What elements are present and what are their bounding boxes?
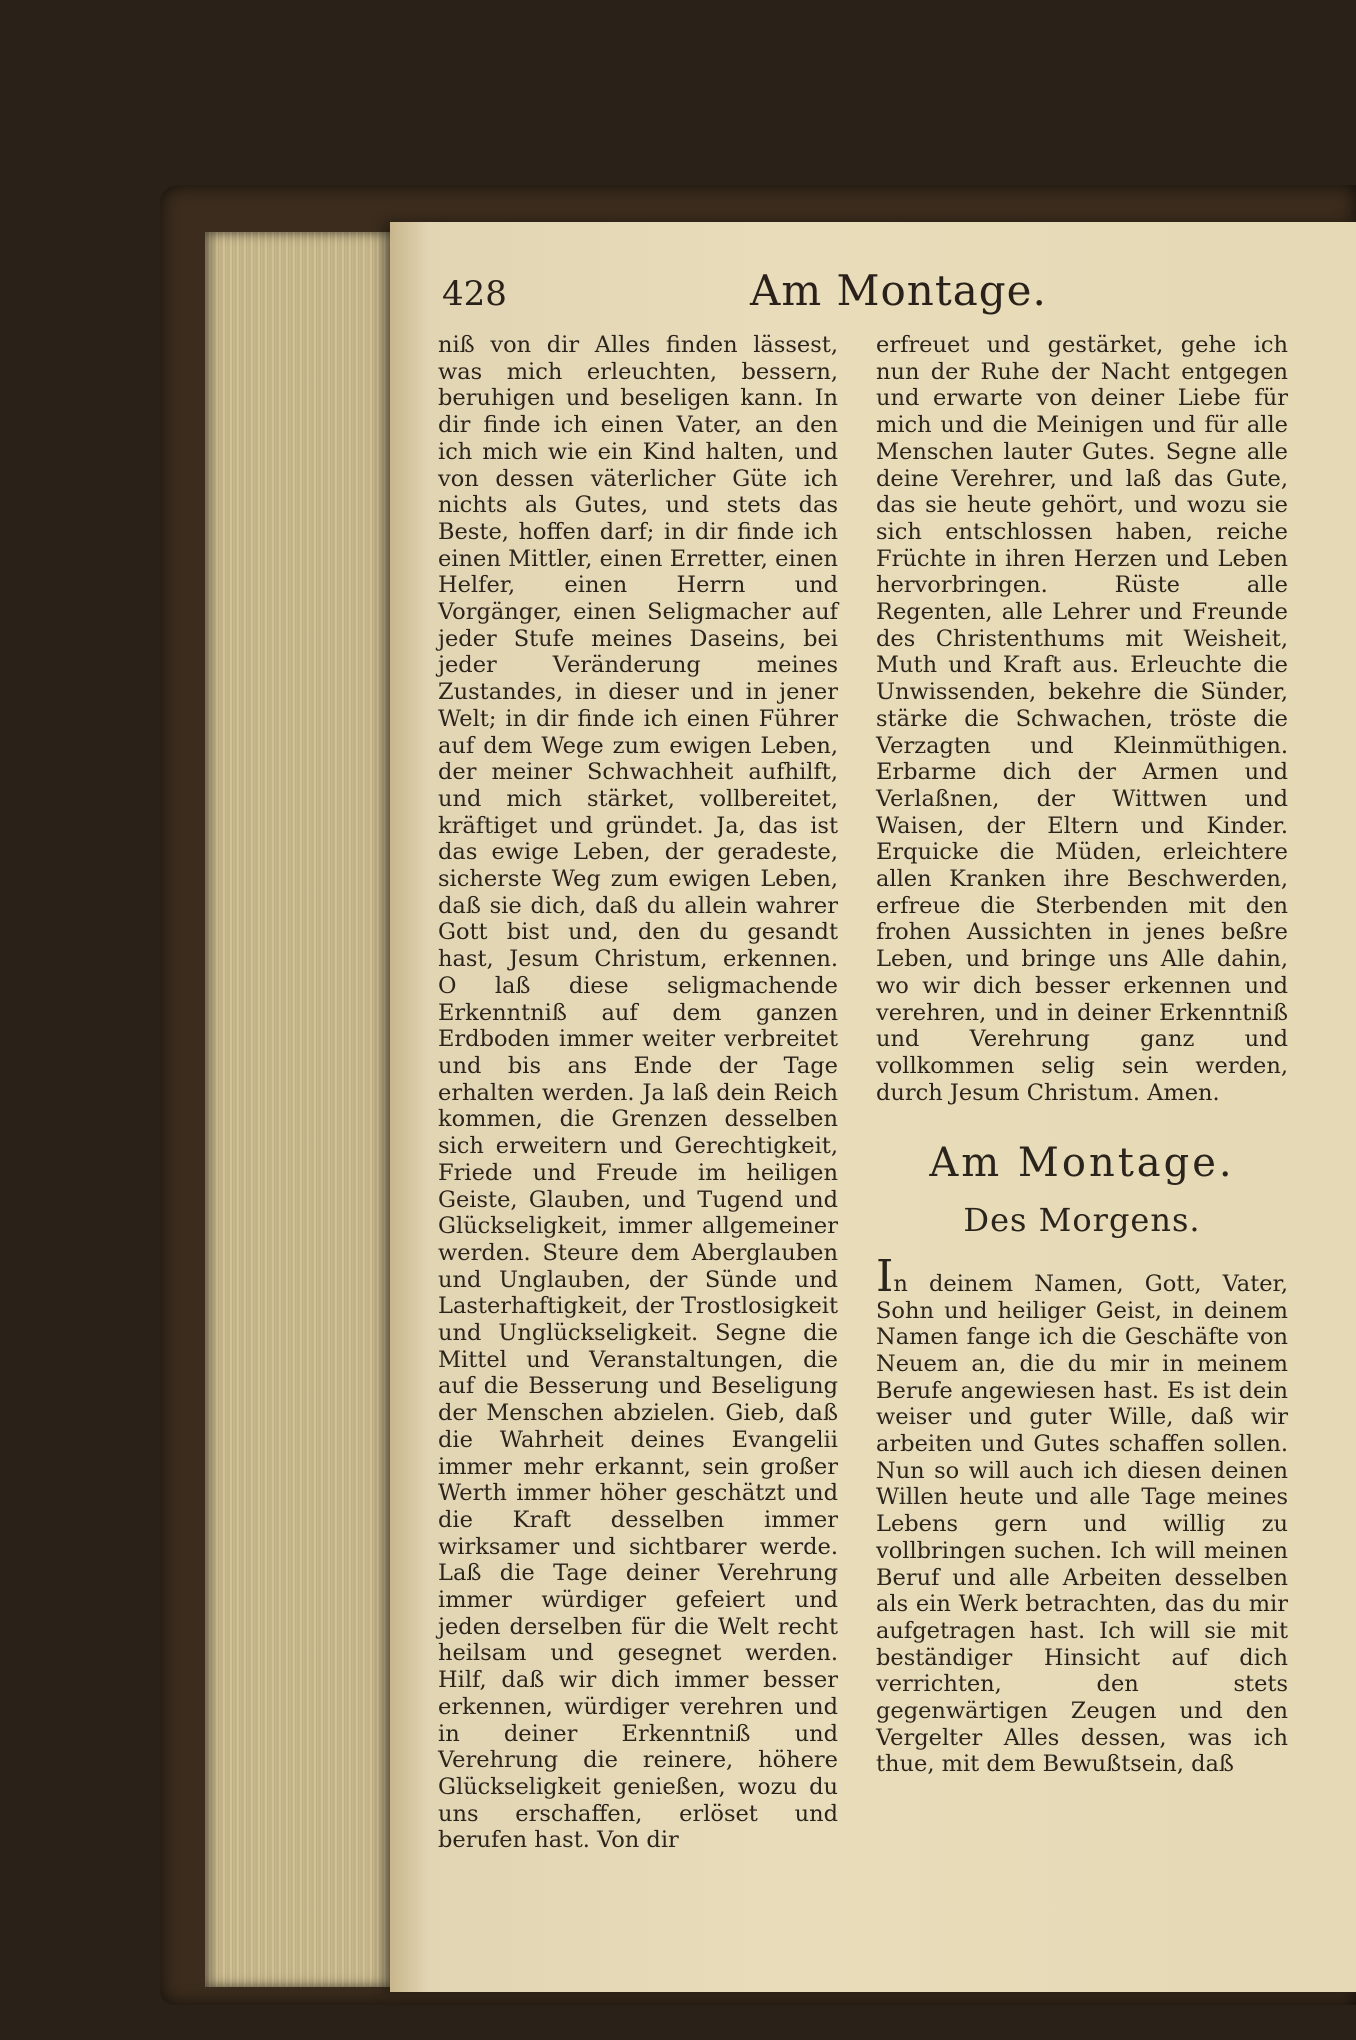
left-column-text: niß von dir Alles finden lässest, was mich erleuchten, bessern, beruhigen und beseligen kann. In dir finde ich einen Vater, an den ich mich wie ein Kind halten, und von dessen väterlicher Güte ich nichts als Gutes, und stets das Beste, hoffen darf; in dir finde ich einen Mittler, einen Erretter, einen Helfer, einen Herrn und Vorgänger, einen Seligmacher auf jeder Stufe meines Daseins, bei jeder Veränderung meines Zustandes, in dieser und in jener Welt; in dir finde ich einen Führer auf dem Wege zum ewigen Leben, der meiner Schwachheit aufhilft, und mich stärket, vollbereitet, kräftiget und gründet. Ja, das ist das ewige Leben, der geradeste, sicherste Weg zum ewigen Leben, daß sie dich, daß du allein wahrer Gott bist und, den du gesandt hast, Jesum Christum, erkennen. O laß diese seligmachende Erkenntniß auf dem ganzen Erdboden immer weiter verbreitet und bis ans Ende der Tage erhalten werden. Ja laß dein Reich kommen, die Grenzen desselben sich erweitern und Gerechtigkeit, Friede und Freude im heiligen Geiste, Glauben, und Tugend und Glückseligkeit, immer allgemeiner werden. Steure dem Aberglauben und Unglauben, der Sünde und Lasterhaftigkeit, der Trostlosigkeit und Unglückseligkeit. Segne die Mittel und Veranstaltungen, die auf die Besserung und Beseligung der Menschen abzielen. Gieb, daß die Wahrheit deines Evangelii immer mehr erkannt, sein großer Werth immer höher geschätzt und die Kraft desselben immer wirksamer und sichtbarer werde. Laß die Tage deiner Verehrung immer würdiger gefeiert und jeden derselben für die Welt recht heilsam und gesegnet werden. Hilf, daß wir dich immer besser erkennen, würdiger verehren und in deiner Erkenntniß und Verehrung die reinere, höhere Glückseligkeit genießen, wozu du uns erschaffen, erlöset und berufen hast. Von dir: [438, 332, 838, 1854]
right-column: [876, 332, 1288, 1778]
left-column: [438, 332, 838, 1854]
running-title: Am Montage.: [750, 266, 1047, 315]
subsection-title: Des Morgens.: [963, 1201, 1201, 1240]
running-head: [390, 266, 1356, 326]
book-page: [390, 222, 1356, 1992]
section-title: Am Montage.: [929, 1140, 1235, 1187]
page-number: 428: [442, 274, 507, 314]
page-edges: [205, 232, 395, 1987]
right-column-text-b: In deinem Namen, Gott, Vater, Sohn und heiliger Geist, in deinem Namen fange ich die Geschäfte von Neuem an, die du mir in meinem Berufe angewiesen hast. Es ist dein weiser und guter Wille, daß wir arbeiten und Gutes schaffen sollen. Nun so will auch ich diesen deinen Willen heute und alle Tage meines Lebens gern und willig zu vollbringen suchen. Ich will meinen Beruf und alle Arbeiten desselben als ein Werk betrachten, das du mir aufgetragen hast. Ich will sie mit beständiger Hinsicht auf dich verrichten, den stets gegenwärtigen Zeugen und den Vergelter Alles dessen, was ich thue, mit dem Bewußtsein, daß: [876, 1250, 1288, 1778]
right-column-text-a: erfreuet und gestärket, gehe ich nun der Ruhe der Nacht entgegen und erwarte von deiner Liebe für mich und die Meinigen und für alle Menschen lauter Gutes. Segne alle deine Verehrer, und laß das Gute, das sie heute gehört, und wozu sie sich entschlossen haben, reiche Früchte in ihren Herzen und Leben hervorbringen. Rüste alle Regenten, alle Lehrer und Freunde des Christenthums mit Weisheit, Muth und Kraft aus. Erleuchte die Unwissenden, bekehre die Sünder, stärke die Schwachen, tröste die Verzagten und Kleinmüthigen. Erbarme dich der Armen und Verlaßnen, der Wittwen und Waisen, der Eltern und Kinder. Erquicke die Müden, erleichtere allen Kranken ihre Beschwerden, erfreue die Sterbenden mit den frohen Aussichten in jenes beßre Leben, und bringe uns Alle dahin, wo wir dich besser erkennen und verehren, und in deiner Erkenntniß und Verehrung ganz und vollkommen selig sein werden, durch Jesum Christum. Amen.: [876, 332, 1288, 1106]
